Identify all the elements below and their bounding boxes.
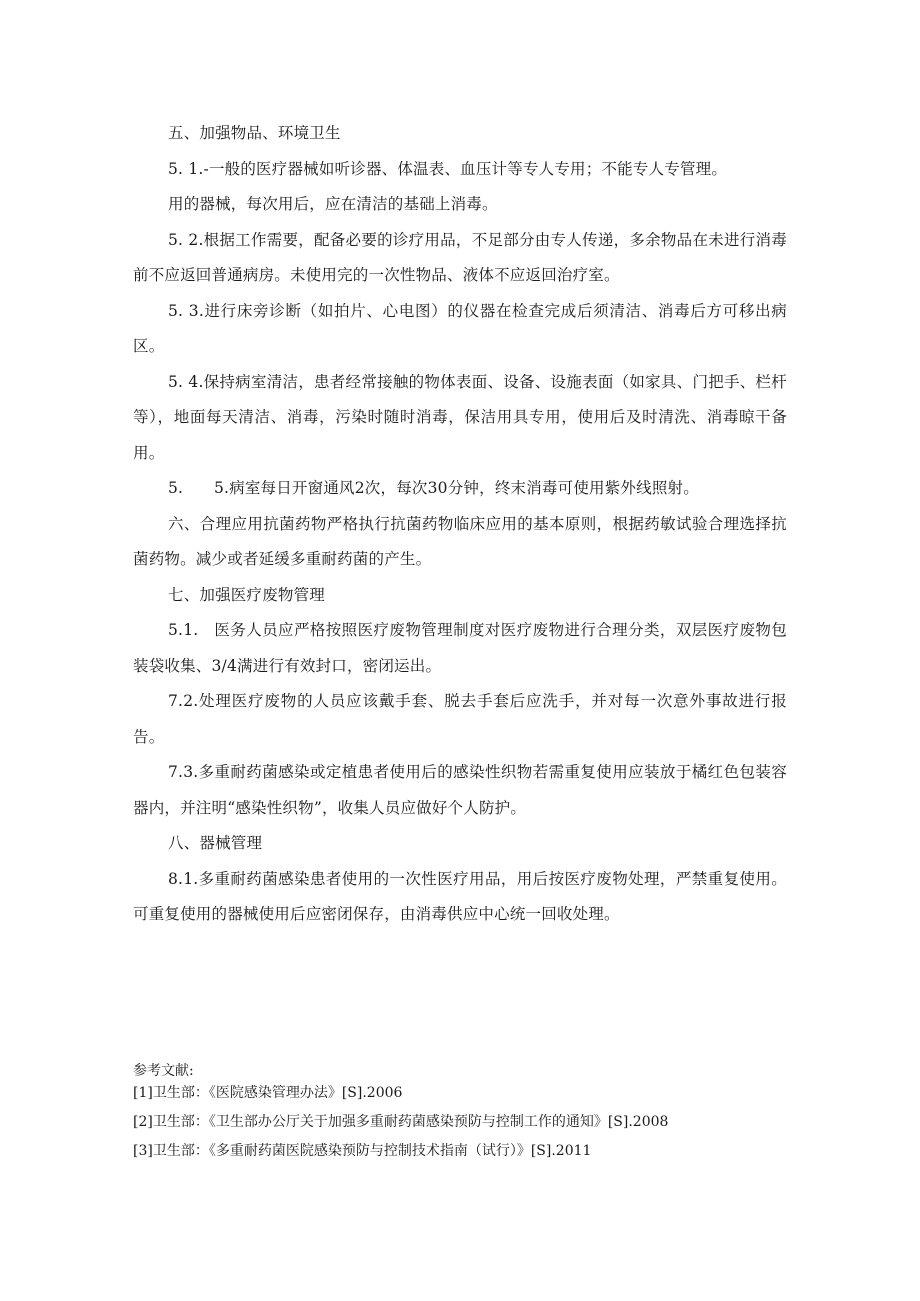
reference-item: [3]卫生部：《多重耐药菌医院感染预防与控制技术指南（试行）》[S].2011 [133, 1143, 592, 1159]
references-section [133, 1060, 787, 1162]
body-text [133, 116, 787, 933]
reference-item: [2]卫生部：《卫生部办公厅关于加强多重耐药菌感染预防与控制工作的通知》[S].2008 [133, 1114, 669, 1130]
section-heading-7: 七、加强医疗废物管理 [168, 585, 326, 604]
section-heading-6: 六、合理应用抗菌药物严格执行抗菌药物临床应用的基本原则，根据药敏试验合理选择抗菌药物。减少或者延缓多重耐药菌的产生。 [133, 514, 787, 568]
paragraph-5-4: 5. 4.保持病室清洁，患者经常接触的物体表面、设备、设施表面（如家具、门把手、栏杆等），地面每天清洁、消毒，污染时随时消毒，保洁用具专用，使用后及时清洗、消毒晾干备用。 [133, 372, 787, 462]
paragraph-5-2: 5. 2.根据工作需要，配备必要的诊疗用品，不足部分由专人传递，多余物品在未进行消毒前不应返回普通病房。未使用完的一次性物品、液体不应返回治疗室。 [133, 230, 787, 284]
paragraph-5-3: 5. 3.进行床旁诊断（如拍片、心电图）的仪器在检查完成后须清洁、消毒后方可移出病区。 [133, 301, 787, 355]
references-title: 参考文献: [133, 1063, 194, 1079]
reference-item: [1]卫生部：《医院感染管理办法》[S].2006 [133, 1085, 403, 1101]
section-heading-8: 八、器械管理 [168, 834, 263, 852]
paragraph-5-1: 5. 1.-一般的医疗器械如听诊器、体温表、血压计等专人专用；不能专人专管理。 [168, 159, 728, 178]
paragraph-7-1: 5.1. 医务人员应严格按照医疗废物管理制度对医疗废物进行合理分类，双层医疗废物包装袋收集、3/4满进行有效封口，密闭运出。 [133, 621, 787, 675]
paragraph-7-3: 7.3.多重耐药菌感染或定植患者使用后的感染性织物若需重复使用应装放于橘红色包装容器内，并注明“感染性织物”，收集人员应做好个人防护。 [133, 763, 787, 817]
paragraph-8-1: 8.1.多重耐药菌感染患者使用的一次性医疗用品，用后按医疗废物处理，严禁重复使用。可重复使用的器械使用后应密闭保存，由消毒供应中心统一回收处理。 [133, 869, 787, 923]
paragraph-5-5: 5. 5.病室每日开窗通风2次，每次30分钟，终末消毒可使用紫外线照射。 [168, 479, 699, 497]
paragraph-5-1-cont: 用的器械，每次用后，应在清洁的基础上消毒。 [168, 195, 498, 213]
section-heading-5: 五、加强物品、环境卫生 [168, 124, 341, 142]
paragraph-7-2: 7.2.处理医疗废物的人员应该戴手套、脱去手套后应洗手，并对每一次意外事故进行报告。 [133, 692, 787, 746]
